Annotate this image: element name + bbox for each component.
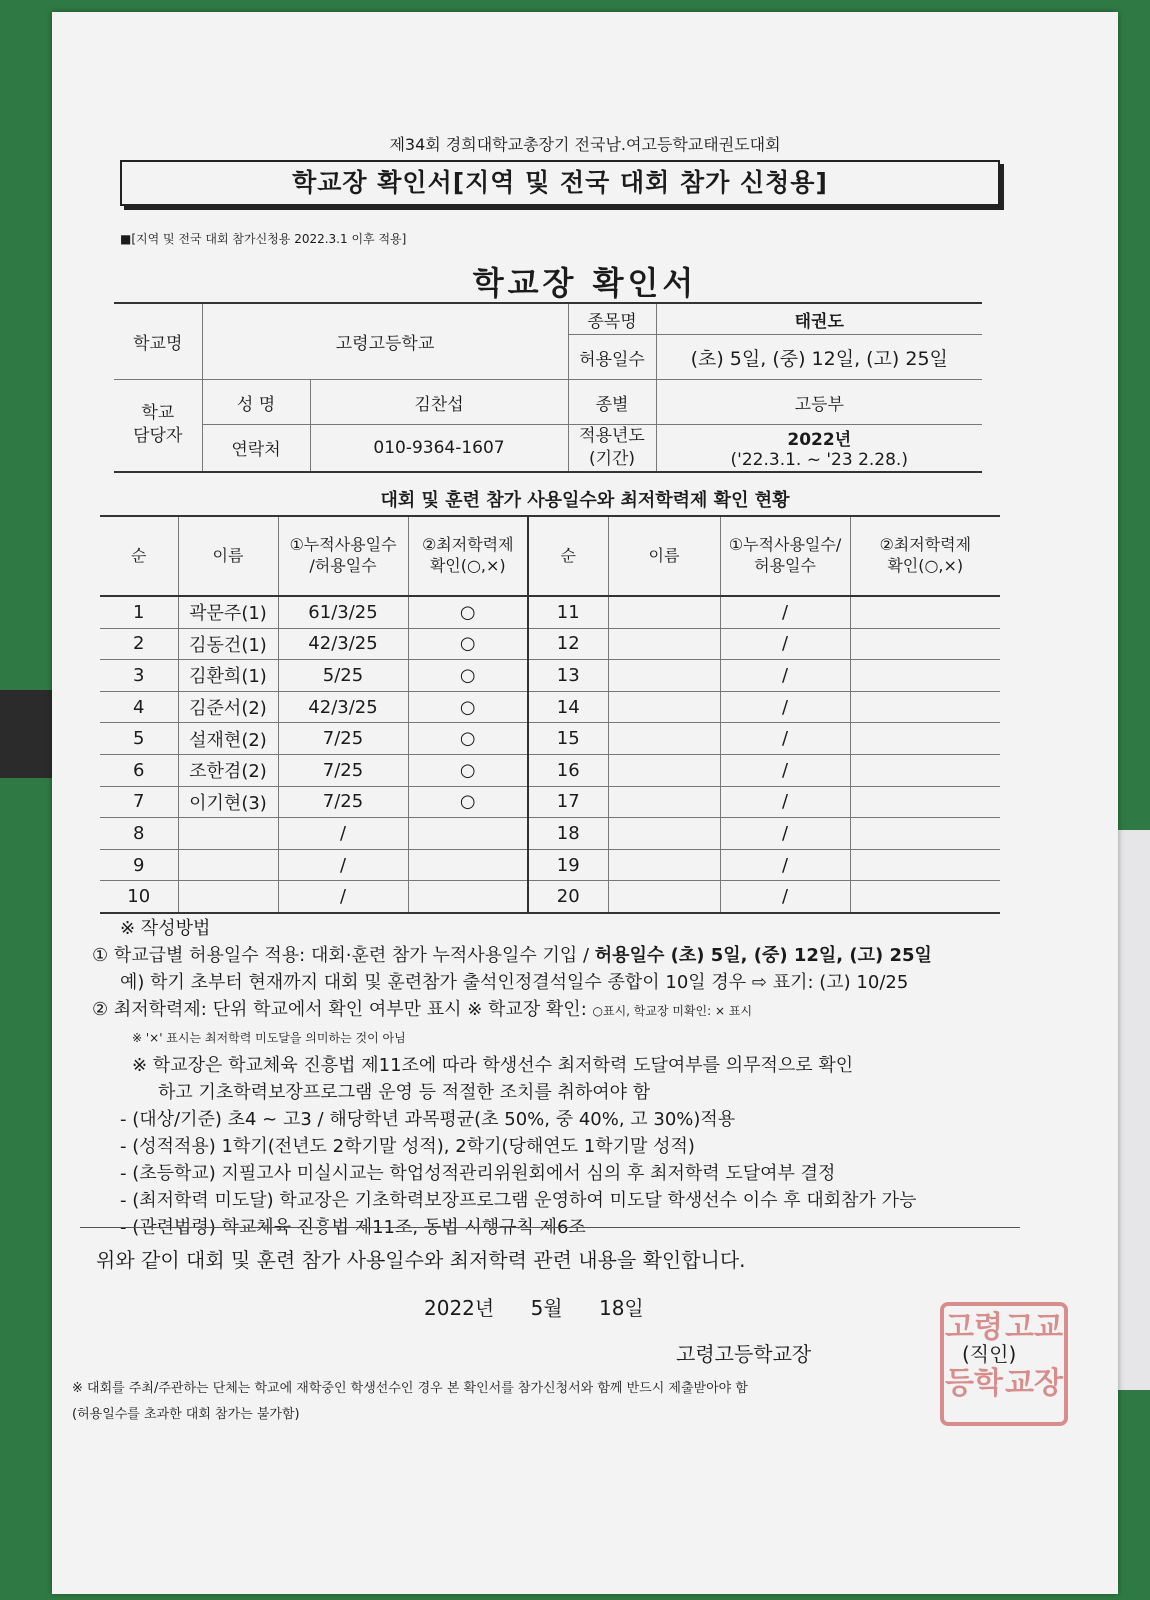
table-cell <box>608 786 720 818</box>
table-cell: ○ <box>408 660 528 692</box>
footer-note <box>72 1376 748 1428</box>
table-cell: ○ <box>408 786 528 818</box>
table-cell: / <box>720 754 850 786</box>
year-cell <box>656 425 982 472</box>
table-cell: 42/3/25 <box>278 628 408 660</box>
instructions <box>92 915 1032 1241</box>
instruction-line: ※ 학교장은 학교체육 진흥법 제11조에 따라 학생선수 최저학력 도달여부를 의무적으로 확인 <box>132 1055 854 1076</box>
table-cell: 20 <box>528 881 608 913</box>
col-header: ②최저학력제 확인(○,×) <box>408 516 528 596</box>
instruction-line <box>92 942 1032 969</box>
contact-label: 연락처 <box>202 425 310 472</box>
table-cell: 7/25 <box>278 754 408 786</box>
section-title: 대회 및 훈련 참가 사용일수와 최저학력제 확인 현황 <box>380 490 790 511</box>
instruction-line: - (성적적용) 1학기(전년도 2학기말 성적), 2학기(당해연도 1학기말 성적) <box>120 1136 695 1157</box>
table-cell: ○ <box>408 754 528 786</box>
table-cell: ○ <box>408 628 528 660</box>
col-header: ②최저학력제 확인(○,×) <box>850 516 1000 596</box>
col-header: 순 <box>100 516 178 596</box>
table-cell: 이기현(3) <box>178 786 278 818</box>
table-cell: 8 <box>100 818 178 850</box>
table-cell: / <box>720 691 850 723</box>
main-title: 학교장 확인서 <box>472 264 698 302</box>
manager-label: 학교 담당자 <box>114 380 202 472</box>
instruction-line: - (대상/기준) 초4 ~ 고3 / 해당학년 과목평균(초 50%, 중 40%, 고 30%)적용 <box>120 1109 736 1130</box>
table-cell <box>850 660 1000 692</box>
table-cell <box>850 754 1000 786</box>
instruction-text: ② 최저학력제: 단위 학교에서 확인 여부만 표시 ※ 학교장 확인: <box>92 999 593 1020</box>
days-label: 허용일수 <box>568 335 656 380</box>
table-cell: 11 <box>528 596 608 628</box>
date-year: 2022년 <box>424 1296 495 1320</box>
roster-body <box>100 596 1000 913</box>
roster-table <box>100 515 1000 914</box>
table-row <box>100 818 1000 850</box>
instruction-line <box>92 996 1032 1025</box>
table-cell <box>408 849 528 881</box>
table-cell: 7/25 <box>278 723 408 755</box>
division-value: 고등부 <box>656 380 982 425</box>
table-cell <box>850 881 1000 913</box>
table-cell: ○ <box>408 691 528 723</box>
school-label: 학교명 <box>114 303 202 380</box>
table-cell: 김준서(2) <box>178 691 278 723</box>
instructions-heading: ※ 작성방법 <box>120 918 211 939</box>
table-cell <box>850 786 1000 818</box>
table-cell <box>608 628 720 660</box>
table-cell <box>608 849 720 881</box>
issue-date <box>424 1292 674 1321</box>
background-object <box>0 690 52 778</box>
table-row <box>100 754 1000 786</box>
name-value: 김찬섭 <box>310 380 568 425</box>
table-cell <box>608 723 720 755</box>
table-cell: 13 <box>528 660 608 692</box>
table-cell <box>850 691 1000 723</box>
table-cell: 김환희(1) <box>178 660 278 692</box>
table-cell: / <box>278 818 408 850</box>
seal-char: 교장 <box>1005 1366 1063 1401</box>
footer-line: (허용일수를 초과한 대회 참가는 불가함) <box>72 1407 300 1422</box>
date-month: 5월 <box>530 1296 563 1320</box>
table-cell: / <box>720 660 850 692</box>
table-cell <box>608 660 720 692</box>
table-cell <box>608 754 720 786</box>
table-cell: 18 <box>528 818 608 850</box>
division-label: 종별 <box>568 380 656 425</box>
table-cell: 61/3/25 <box>278 596 408 628</box>
confirm-statement: 위와 같이 대회 및 훈련 참가 사용일수와 최저학력 관련 내용을 확인합니다. <box>96 1248 746 1272</box>
table-cell: 16 <box>528 754 608 786</box>
info-table <box>114 302 982 473</box>
table-cell: 14 <box>528 691 608 723</box>
col-header: 이름 <box>178 516 278 596</box>
table-cell <box>850 628 1000 660</box>
table-cell: 조한겸(2) <box>178 754 278 786</box>
table-cell <box>178 849 278 881</box>
document-paper <box>52 12 1118 1594</box>
table-cell: ○ <box>408 723 528 755</box>
seal-char: 고령 <box>945 1310 1003 1345</box>
year-period: ('22.3.1. ~ '23 2.28.) <box>730 450 908 471</box>
year-value: 2022년 <box>787 430 852 451</box>
seal-char: 고교 <box>1005 1310 1063 1345</box>
table-cell: 6 <box>100 754 178 786</box>
table-cell: 5/25 <box>278 660 408 692</box>
instruction-small: ○표시, 학교장 미확인: × 표시 <box>592 1004 753 1018</box>
table-cell: 9 <box>100 849 178 881</box>
footer-line: ※ 대회를 주최/주관하는 단체는 학교에 재학중인 학생선수인 경우 본 확인서를 참가신청서와 함께 반드시 제출받아야 함 <box>72 1381 748 1396</box>
table-cell: 2 <box>100 628 178 660</box>
table-cell: 12 <box>528 628 608 660</box>
small-note: ■[지역 및 전국 대회 참가신청용 2022.3.1 이후 적용] <box>120 232 407 246</box>
seal-char: 등학 <box>945 1366 1003 1401</box>
boxed-title: 학교장 확인서[지역 및 전국 대회 참가 신청용] <box>120 160 1000 206</box>
table-cell <box>850 818 1000 850</box>
seal-label: (직인) <box>962 1342 1017 1366</box>
table-cell: 42/3/25 <box>278 691 408 723</box>
event-value: 태권도 <box>656 303 982 335</box>
table-cell: / <box>720 849 850 881</box>
table-cell <box>178 818 278 850</box>
table-cell: 7/25 <box>278 786 408 818</box>
school-value: 고령고등학교 <box>202 303 568 380</box>
table-cell: 15 <box>528 723 608 755</box>
table-cell: 17 <box>528 786 608 818</box>
days-value: (초) 5일, (중) 12일, (고) 25일 <box>656 335 982 380</box>
table-cell: / <box>278 849 408 881</box>
col-header: 이름 <box>608 516 720 596</box>
instruction-line: 하고 기초학력보장프로그램 운영 등 적절한 조치를 취하여야 함 <box>158 1082 651 1103</box>
contact-value: 010-9364-1607 <box>310 425 568 472</box>
col-header: ①누적사용일수 /허용일수 <box>278 516 408 596</box>
table-cell <box>608 691 720 723</box>
table-row <box>100 691 1000 723</box>
instruction-line: - (초등학교) 지필고사 미실시교는 학업성적관리위원회에서 심의 후 최저학력 도달여부 결정 <box>120 1163 836 1184</box>
table-cell <box>408 881 528 913</box>
name-label: 성 명 <box>202 380 310 425</box>
table-cell <box>608 818 720 850</box>
table-row <box>100 881 1000 913</box>
table-cell: 5 <box>100 723 178 755</box>
instruction-text: ① 학교급별 허용일수 적용: 대회·훈련 참가 누적사용일수 기입 / <box>92 945 595 966</box>
table-cell <box>850 849 1000 881</box>
table-cell <box>178 881 278 913</box>
table-cell: 7 <box>100 786 178 818</box>
table-cell: 4 <box>100 691 178 723</box>
instruction-line: ※ '×' 표시는 최저학력 미도달을 의미하는 것이 아님 <box>132 1031 406 1045</box>
col-header: 순 <box>528 516 608 596</box>
year-label: 적용년도 (기간) <box>568 425 656 472</box>
table-row <box>100 723 1000 755</box>
table-cell: / <box>720 818 850 850</box>
table-cell: / <box>720 723 850 755</box>
table-cell: 10 <box>100 881 178 913</box>
table-cell: / <box>720 881 850 913</box>
table-row <box>100 786 1000 818</box>
table-cell <box>608 881 720 913</box>
table-row <box>100 660 1000 692</box>
table-cell: / <box>720 786 850 818</box>
table-cell: / <box>720 596 850 628</box>
col-header: ①누적사용일수/ 허용일수 <box>720 516 850 596</box>
instruction-bold: 허용일수 (초) 5일, (중) 12일, (고) 25일 <box>594 945 932 966</box>
table-row <box>100 849 1000 881</box>
divider <box>80 1227 1020 1228</box>
table-row <box>100 628 1000 660</box>
table-cell: 설재현(2) <box>178 723 278 755</box>
table-cell: / <box>278 881 408 913</box>
table-cell <box>608 596 720 628</box>
instruction-line: - (관련법령) 학교체육 진흥법 제11조, 동법 시행규칙 제6조 <box>120 1217 586 1238</box>
table-cell: 3 <box>100 660 178 692</box>
instruction-line: - (최저학력 미도달) 학교장은 기초학력보장프로그램 운영하여 미도달 학생선수 이수 후 대회참가 가능 <box>120 1190 917 1211</box>
table-cell: 19 <box>528 849 608 881</box>
table-cell: 곽문주(1) <box>178 596 278 628</box>
principal-name: 고령고등학교장 <box>676 1342 812 1366</box>
table-cell: 김동건(1) <box>178 628 278 660</box>
table-cell: ○ <box>408 596 528 628</box>
table-cell <box>408 818 528 850</box>
table-cell: / <box>720 628 850 660</box>
table-cell: 1 <box>100 596 178 628</box>
instruction-line: 예) 학기 초부터 현재까지 대회 및 훈련참가 출석인정결석일수 종합이 10일 경우 ⇨ 표기: (고) 10/25 <box>120 972 909 993</box>
table-cell <box>850 596 1000 628</box>
top-heading: 제34회 경희대학교총장기 전국남.여고등학교태권도대회 <box>389 135 781 154</box>
table-row <box>100 596 1000 628</box>
date-day: 18일 <box>598 1296 644 1320</box>
event-label: 종목명 <box>568 303 656 335</box>
table-cell <box>850 723 1000 755</box>
